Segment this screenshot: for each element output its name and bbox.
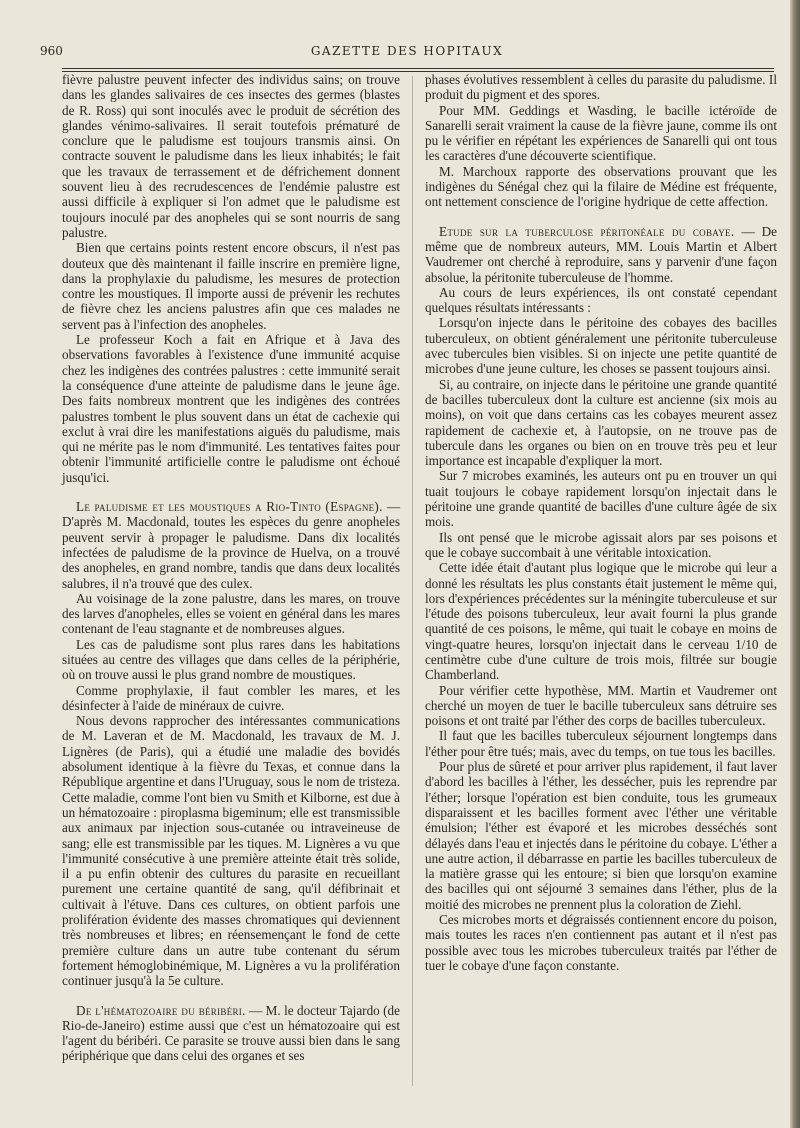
paragraph: fièvre palustre peuvent infecter des individus sains; on trouve dans les glandes salivaires de ces insectes des germes (blastes de R. Ross) qui sont inoculés avec le produit de sécrétion des glandes vénimo-salivaires. Il serait toutefois prématuré de conclure que le paludisme est toujours transmis ainsi. On contracte souvent le paludisme dans les lieux inhabités; le fait que les travaux de terrassement et de défrichement donnent souvent lieu à des recrudescences de l'endémie palustre est aussi difficile à expliquer si l'on admet que le paludisme est toujours inoculé par des anopheles qui se sont nourris de sang palustre.	[62, 72, 400, 240]
paragraph: Sur 7 microbes examinés, les auteurs ont pu en trouver un qui tuait toujours le cobaye rapidement lorsqu'on injectait dans le péritoine une grande quantité de bacilles d'une culture âgée de six mois.	[425, 468, 777, 530]
section-gap	[62, 989, 400, 1003]
paragraph: Pour MM. Geddings et Wasding, le bacille ictéroïde de Sanarelli serait vraiment la cause de la fièvre jaune, comme ils ont pu le vérifier en répétant les expériences de Sanarelli qui ont tous les caractères d'une découverte scientifique.	[425, 102, 777, 164]
page-number: 960	[40, 44, 63, 58]
paragraph: Cette idée était d'autant plus logique que le microbe qui leur a donné les résultats les plus constants était justement le même qui, lors d'expériences précédentes sur la méningite tuberculeuse et sur l'étude des poisons tuberculeux, leur avait fourni la plus grande quantité de ces poisons, le même, qui tuait le cobaye en moins de vingt-quatre heures, lorsqu'on injectait dans le cerveau 1/10 de centimètre cube d'une culture de trois mois, filtrée sur bougie Chamberland.	[425, 560, 777, 683]
paragraph: Comme prophylaxie, il faut combler les mares, et les désinfecter à l'aide de minéraux de cuivre.	[62, 682, 400, 713]
paragraph: Pour vérifier cette hypothèse, MM. Martin et Vaudremer ont cherché un moyen de tuer le bacille tuberculeux sans détruire ses poisons et ont traité par l'éther des corps de bacilles tuberculeux.	[425, 682, 777, 729]
paragraph: Le professeur Koch a fait en Afrique et à Java des observations favorables à l'existence d'une immunité acquise chez les indigènes des contrées palustres : cette immunité serait la conséquence d'une atteinte de paludisme dans le jeune âge. Des faits nombreux montrent que les indigènes des contrées palustres tombent le plus souvent dans un état de cachexie qui exclut à vrai dire les manifestations aiguës du paludisme, mais qui ne mérite pas le nom d'immunité. Les tentatives faites pour obtenir l'immunité artificielle contre le paludisme ont échoué jusqu'ici.	[62, 332, 400, 485]
paragraph: Si, au contraire, on injecte dans le péritoine une grande quantité de bacilles tuberculeux dont la culture est ancienne (six mois au moins), on voit que dans certains cas les cobayes meurent assez rapidement de cachexie et, à l'autopsie, on ne trouve pas de tubercule dans les organes ou bien on en trouve très peu et leur importance est incapable d'expliquer la mort.	[425, 376, 777, 469]
paragraph: Au voisinage de la zone palustre, dans les mares, on trouve des larves d'anopheles, elles se voient en général dans les mares contenant de l'eau stagnante et de nombreuses algues.	[62, 590, 400, 637]
section-text: — M. le docteur Tajardo (de Rio-de-Janeiro) estime aussi que c'est un hématozoaire qui est l'agent du béribéri. Ce parasite se trouve aussi bien dans le sang périphérique que dans celui des organes et ses	[62, 1002, 400, 1064]
paragraph: Au cours de leurs expériences, ils ont constaté cependant quelques résultats intéressants :	[425, 284, 777, 316]
section-text: — De même que de nombreux auteurs, MM. Louis Martin et Albert Vaudremer ont cherché à reproduire, sans y parvenir d'une façon absolue, la péritonite tuberculeuse de l'homme.	[425, 223, 777, 285]
page-header	[40, 44, 774, 62]
section-paragraph	[62, 499, 400, 591]
header-rule-top	[62, 68, 774, 69]
paragraph: Lorsqu'on injecte dans le péritoine des cobayes des bacilles tuberculeux, on obtient généralement une péritonite tuberculeuse avec tubercules bien visibles. Si on injecte une petite quantité de microbes d'une jeune culture, les choses se passent toujours ainsi.	[425, 315, 777, 377]
paragraph: Bien que certains points restent encore obscurs, il n'est pas douteux que dès maintenant il faille inscrire en première ligne, dans la prophylaxie du paludisme, les mesures de protection contre les moustiques. Il importe aussi de prévenir les rechutes de fièvre chez les anciens palustres afin que ces malades ne servent pas à l'infection des anopheles.	[62, 240, 400, 332]
paragraph: Ils ont pensé que le microbe agissait alors par ses poisons et que le cobaye succombait à une véritable intoxication.	[425, 529, 777, 560]
running-title: GAZETTE DES HOPITAUX	[310, 44, 504, 58]
section-paragraph	[62, 1003, 400, 1064]
page-edge-shadow	[790, 0, 800, 1128]
section-heading: De l'hématozoaire du béribéri.	[76, 1002, 246, 1018]
paragraph: Pour plus de sûreté et pour arriver plus rapidement, il faut laver d'abord les bacilles à l'éther, les dessécher, puis les reprendre par l'éther; lorsque l'opération est bien conduite, tous les grumeaux disparaissent et les bacilles forment avec l'éther une véritable émulsion; l'éther est évaporé et les microbes desséchés sont délayés dans l'eau et injectés dans le péritoine du cobaye. L'éther a une autre action, il débarrasse en partie les bacilles tuberculeux de la matière grasse qui les entoure; si bien que lorsqu'on examine des bacilles qui ont séjourné 3 semaines dans l'éther, plus de la moitié des microbes ne prennent plus la coloration de Ziehl.	[425, 759, 777, 912]
paragraph: Les cas de paludisme sont plus rares dans les habitations situées au centre des villages que dans celles de la périphérie, où on trouve aussi le plus grand nombre de moustiques.	[62, 636, 400, 683]
right-column	[425, 72, 777, 973]
paragraph: Il faut que les bacilles tuberculeux séjournent longtemps dans l'éther pour être tués; mais, avec du temps, on tue tous les bacilles.	[425, 728, 777, 759]
paragraph: Nous devons rapprocher des intéressantes communications de M. Laveran et de M. Macdonald, les travaux de M. J. Lignères (de Paris), qui a étudié une maladie des bovidés absolument identique à la fièvre du Texas, et connue dans la République argentine et dans l'Uruguay, sous le nom de tristeza. Cette maladie, comme l'ont bien vu Smith et Kilborne, est due à un hématozoaire : piroplasma bigeminum; elle est transmissible aux animaux par injection sous-cutanée ou intraveineuse de sang; elle est transmissible par les tiques. M. Lignères a vu que l'immunité consécutive à une première atteinte était très solide, il a pu enfin obtenir des cultures du parasite en recueillant purement une certaine quantité de sang, qu'il défibrinait et cultivait à l'étuve. Dans ces cultures, on obtient parfois une prolifération évidente des masses chromatiques qui deviennent très nombreuses et libres; en réensemençant le fond de cette première culture dans un autre tube contenant du sérum fortement hémoglobinémique, M. Lignères a vu la prolifération continuer jusqu'à la 5e culture.	[62, 713, 400, 989]
section-text: — D'après M. Macdonald, toutes les espèces du genre anopheles peuvent servir à propager le paludisme. Dans dix localités infectées de paludisme de la province de Huelva, on a trouvé des anopheles, en grand nombre, tandis que dans deux localités salubres, il n'a trouvé que des culex.	[62, 499, 401, 591]
paragraph: phases évolutives ressemblent à celles du parasite du paludisme. Il produit du pigment et des spores.	[425, 72, 777, 103]
paragraph: Ces microbes morts et dégraissés contiennent encore du poison, mais toutes les races n'en contiennent pas autant et il n'est pas possible avec tous les microbes tuberculeux traités par l'éther de tuer le cobaye d'une façon constante.	[425, 912, 777, 973]
section-heading: Etude sur la tuberculose péritonéale du cobaye.	[439, 223, 735, 239]
left-column	[62, 72, 400, 1064]
paragraph: M. Marchoux rapporte des observations prouvant que les indigènes du Sénégal chez qui la filaire de Médine est fréquente, ont nettement conscience de l'origine hydrique de cette affection.	[425, 163, 777, 210]
section-gap	[425, 210, 777, 224]
section-gap	[62, 485, 400, 499]
section-heading: Le paludisme et les moustiques a Rio-Tinto (Espagne).	[76, 499, 383, 515]
section-paragraph	[425, 224, 777, 285]
column-divider	[412, 76, 413, 1086]
